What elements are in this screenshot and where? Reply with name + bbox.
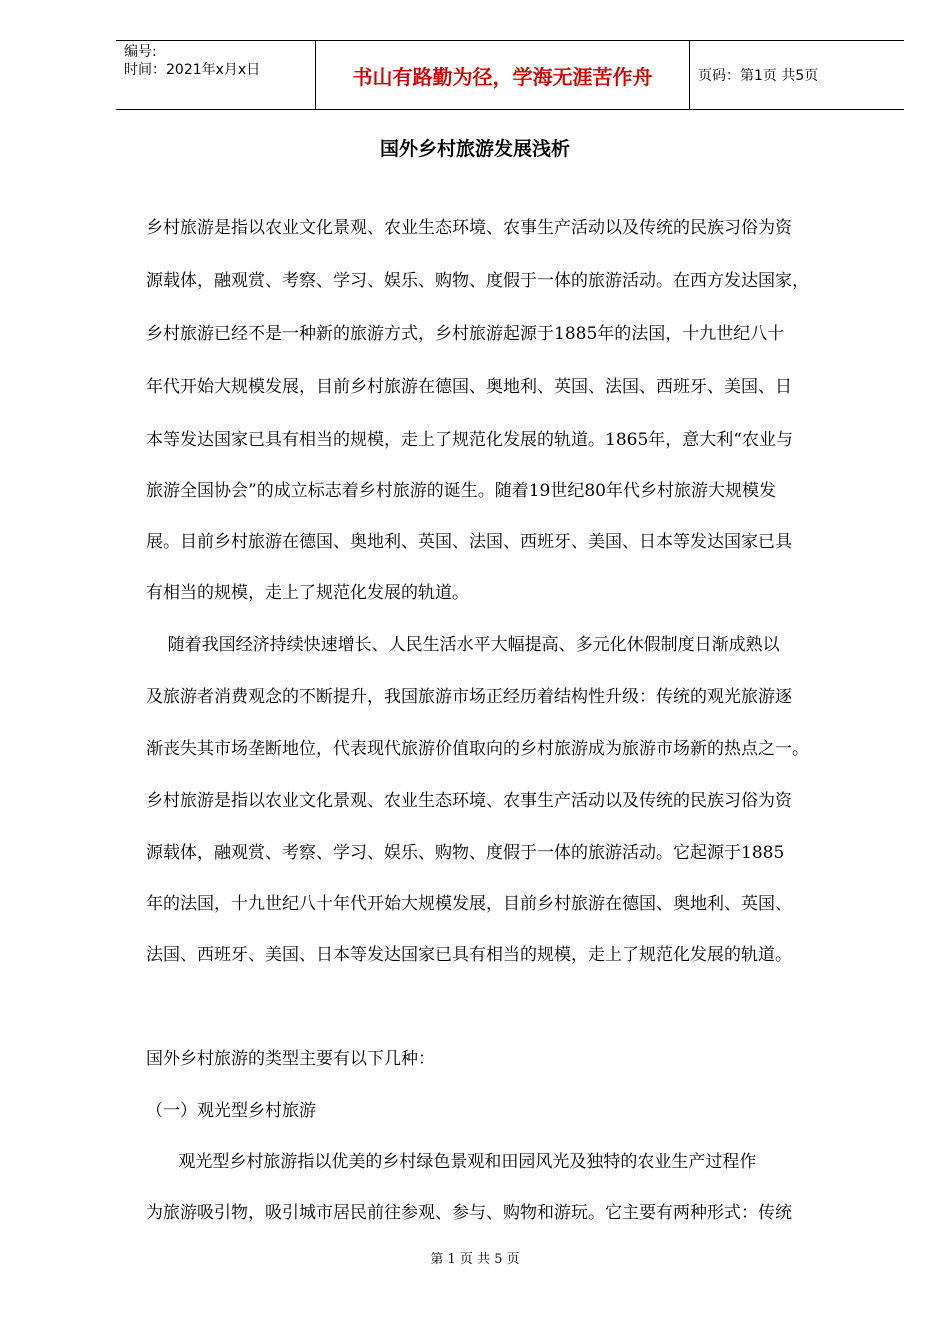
paragraph-line: 展。目前乡村旅游在德国、奥地利、英国、法国、西班牙、美国、日本等发达国家已具	[146, 532, 792, 552]
paragraph-line: 为旅游吸引物，吸引城市居民前往参观、参与、购物和游玩。它主要有两种形式：传统	[146, 1203, 792, 1223]
section-heading: （一）观光型乡村旅游	[146, 1101, 316, 1121]
paragraph-line: 及旅游者消费观念的不断提升，我国旅游市场正经历着结构性升级：传统的观光旅游逐	[146, 687, 792, 707]
paragraph-line: 乡村旅游已经不是一种新的旅游方式，乡村旅游起源于1885年的法国，十九世纪八十	[146, 324, 785, 344]
page-header	[116, 40, 904, 110]
paragraph-line: 渐丧失其市场垄断地位，代表现代旅游价值取向的乡村旅游成为旅游市场新的热点之一。	[146, 739, 809, 759]
header-page-info: 页码：第1页 共5页	[698, 68, 819, 84]
paragraph-line: 有相当的规模，走上了规范化发展的轨道。	[146, 583, 469, 603]
paragraph-line: 本等发达国家已具有相当的规模，走上了规范化发展的轨道。1865年，意大利“农业与	[146, 430, 793, 450]
document-number-label: 编号:	[124, 44, 157, 60]
paragraph-line: 年的法国，十九世纪八十年代开始大规模发展，目前乡村旅游在德国、奥地利、英国、	[146, 894, 792, 914]
paragraph-line: 观光型乡村旅游指以优美的乡村绿色景观和田园风光及独特的农业生产过程作	[146, 1152, 757, 1172]
paragraph-line: 源载体，融观赏、考察、学习、娱乐、购物、度假于一体的旅游活动。在西方发达国家，	[146, 271, 809, 291]
types-intro: 国外乡村旅游的类型主要有以下几种：	[146, 1049, 435, 1069]
header-meta-cell	[116, 41, 316, 109]
paragraph-line: 法国、西班牙、美国、日本等发达国家已具有相当的规模，走上了规范化发展的轨道。	[146, 945, 792, 965]
paragraph-line: 年代开始大规模发展，目前乡村旅游在德国、奥地利、英国、法国、西班牙、美国、日	[146, 377, 792, 397]
paragraph-line: 乡村旅游是指以农业文化景观、农业生态环境、农事生产活动以及传统的民族习俗为资	[146, 791, 792, 811]
document-title: 国外乡村旅游发展浅析	[379, 138, 570, 160]
paragraph-line: 源载体，融观赏、考察、学习、娱乐、购物、度假于一体的旅游活动。它起源于1885	[146, 843, 785, 863]
document-time-label: 时间：2021年x月x日	[124, 62, 261, 78]
paragraph-line: 乡村旅游是指以农业文化景观、农业生态环境、农事生产活动以及传统的民族习俗为资	[146, 218, 792, 238]
header-motto: 书山有路勤为径，学海无涯苦作舟	[352, 65, 653, 89]
header-motto-cell	[316, 41, 690, 109]
paragraph-line: 随着我国经济持续快速增长、人民生活水平大幅提高、多元化休假制度日渐成熟以	[146, 635, 780, 655]
page-footer: 第 1 页 共 5 页	[430, 1252, 520, 1267]
paragraph-line: 旅游全国协会”的成立标志着乡村旅游的诞生。随着19世纪80年代乡村旅游大规模发	[146, 481, 776, 501]
header-page-cell	[690, 41, 904, 109]
